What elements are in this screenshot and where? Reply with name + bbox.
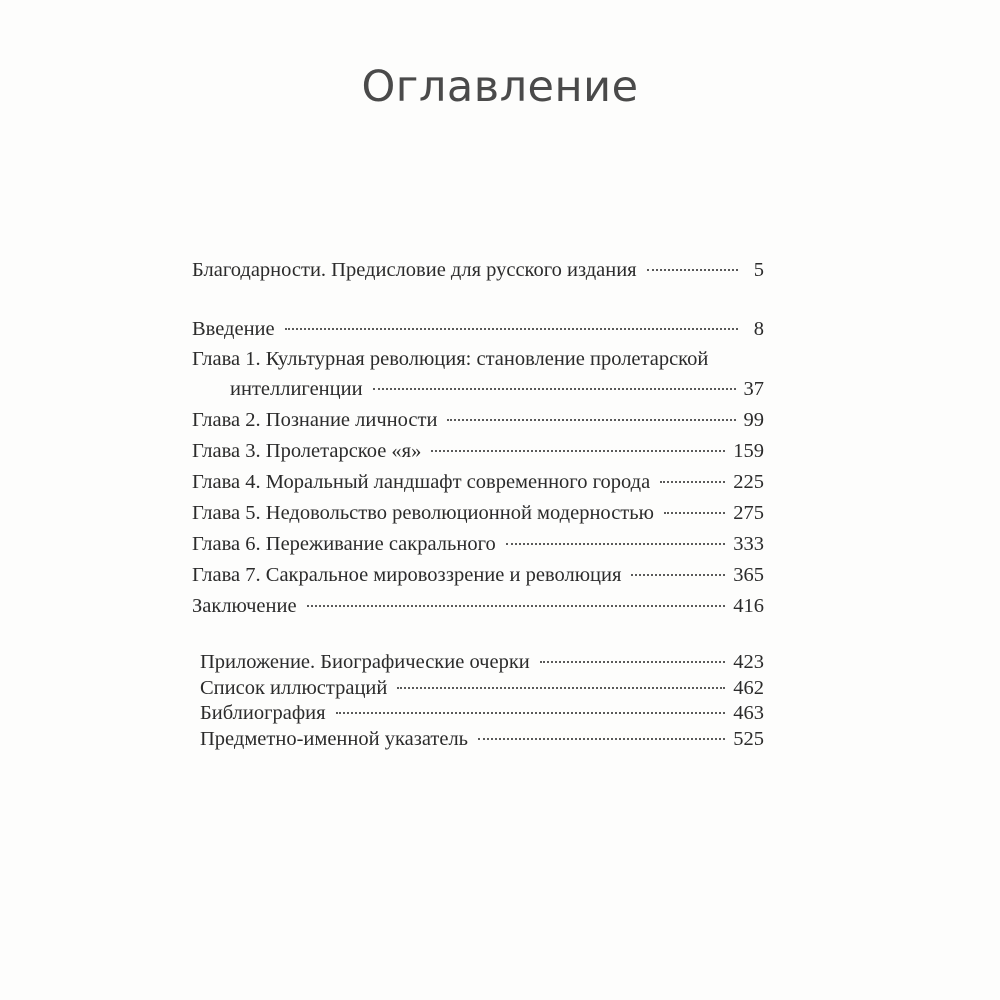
toc-entry[interactable] [192, 560, 764, 591]
toc-entry-page: 99 [743, 409, 764, 431]
toc-entry[interactable] [192, 498, 764, 529]
dot-leader [373, 388, 736, 390]
toc-entry-title: Глава 7. Сакральное мировоззрение и революция [192, 564, 622, 586]
toc-entry-title: Список иллюстраций [200, 676, 388, 699]
toc-entry[interactable] [192, 701, 764, 727]
dot-leader [478, 738, 725, 740]
toc-entry[interactable] [192, 436, 764, 467]
toc-entry-page: 416 [733, 595, 764, 617]
toc-back-matter [192, 650, 764, 752]
toc-entry-page: 423 [733, 651, 764, 673]
toc-entry-title: Глава 4. Моральный ландшафт современного города [192, 471, 651, 493]
toc-entry-title: Глава 3. Пролетарское «я» [192, 440, 422, 462]
dot-leader [631, 574, 725, 576]
toc-entry[interactable] [192, 529, 764, 560]
toc-entry-page: 462 [733, 676, 764, 699]
toc-entry[interactable] [192, 591, 764, 622]
toc-entry-page: 225 [733, 471, 764, 493]
toc-entry-page: 333 [733, 533, 764, 555]
toc-entry-page: 525 [733, 727, 764, 750]
dot-leader [431, 450, 725, 452]
toc-entry[interactable] [192, 255, 764, 286]
toc-entry-title: Глава 1. Культурная революция: становление пролетарской [192, 348, 709, 370]
toc-entry-title: Заключение [192, 595, 297, 617]
toc-entry-title: Благодарности. Предисловие для русского издания [192, 259, 637, 281]
dot-leader [540, 661, 725, 663]
toc-entry[interactable] [192, 676, 764, 702]
toc-entry-title: Предметно-именной указатель [200, 727, 469, 750]
toc-entry-title: Глава 2. Познание личности [192, 409, 438, 431]
toc-entry-title: Глава 6. Переживание сакрального [192, 533, 496, 555]
toc-entry[interactable] [192, 727, 764, 753]
toc-entry[interactable] [192, 345, 764, 405]
dot-leader [664, 512, 725, 514]
dot-leader [660, 481, 725, 483]
toc-entry[interactable] [192, 405, 764, 436]
page-title: Оглавление [361, 62, 639, 112]
toc-entry-title: Приложение. Биографические очерки [200, 651, 530, 673]
toc-entry-page: 37 [743, 378, 764, 400]
toc-entry-title: Введение [192, 318, 275, 340]
dot-leader [447, 419, 735, 421]
dot-leader [506, 543, 726, 545]
dot-leader [336, 712, 726, 714]
toc-entry-page: 8 [753, 318, 764, 340]
toc-entry-title: Библиография [200, 702, 326, 724]
toc-entry-page: 463 [733, 702, 764, 724]
dot-leader [647, 269, 738, 271]
toc-entry-page: 159 [733, 440, 764, 462]
dot-leader [397, 687, 725, 689]
dot-leader [285, 328, 738, 330]
toc-main-chapters [192, 314, 764, 622]
toc-entry[interactable] [192, 650, 764, 676]
toc-entry-page: 275 [733, 502, 764, 524]
toc-entry-title: Глава 5. Недовольство революционной модерностью [192, 502, 654, 524]
toc-entry-title-continued: интеллигенции [230, 378, 363, 400]
toc-entry-page: 5 [753, 259, 764, 281]
table-of-contents [192, 255, 764, 752]
toc-entry[interactable] [192, 314, 764, 345]
toc-entry-page: 365 [733, 564, 764, 586]
dot-leader [307, 605, 726, 607]
toc-entry[interactable] [192, 467, 764, 498]
toc-front-matter [192, 255, 764, 286]
